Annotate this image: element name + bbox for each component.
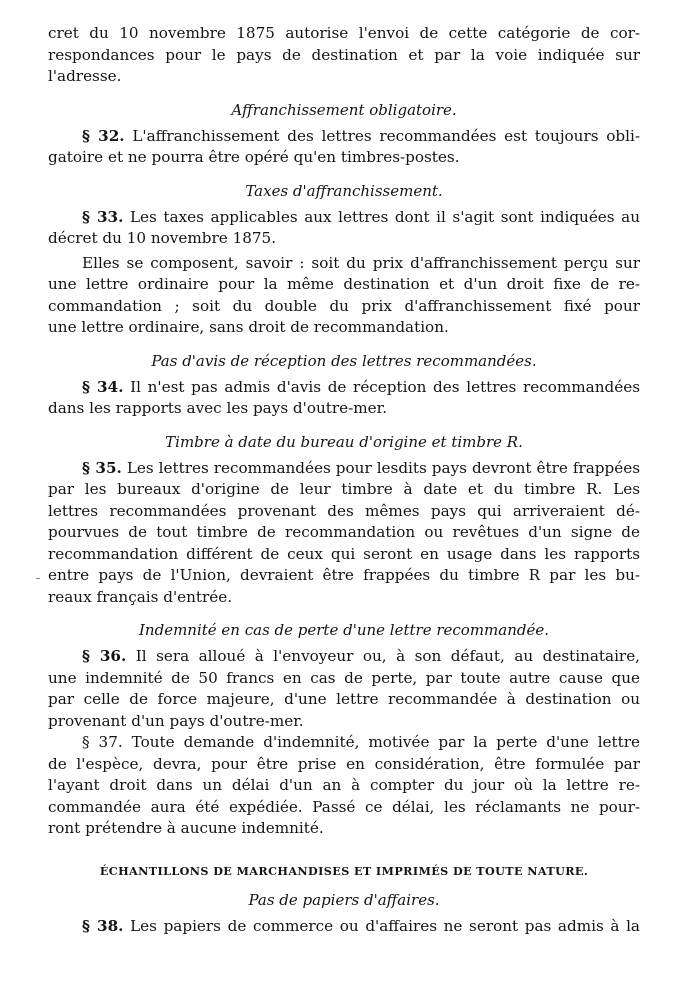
- article-number: § 37.: [82, 733, 123, 751]
- text-run: Il n'est pas admis d'avis de réception des lettres recommandées: [123, 377, 640, 396]
- article-number: § 33.: [82, 207, 124, 226]
- text-line: ront prétendre à aucune indemnité.: [48, 819, 324, 837]
- article-number: § 35.: [82, 458, 122, 477]
- chapter-heading: ÉCHANTILLONS DE MARCHANDISES ET IMPRIMÉS DE TOUTE NATURE.: [99, 863, 589, 878]
- text-line: de l'espèce, devra, pour être prise en considération, être formulée par: [48, 754, 640, 773]
- text-line: [48, 646, 640, 668]
- text-line: une lettre ordinaire, sans droit de recommandation.: [48, 318, 449, 336]
- article-number: § 36.: [82, 647, 127, 665]
- text-line: recommandation différent de ceux qui seront en usage dans les rapports: [48, 544, 640, 563]
- article-36: [48, 646, 640, 732]
- document-page: [48, 23, 640, 937]
- text-line: par celle de force majeure, d'une lettre recommandée à destination ou: [48, 690, 640, 708]
- article-33: [48, 207, 640, 339]
- article-number: § 38.: [82, 916, 124, 935]
- text-run: Les taxes applicables aux lettres dont il s'agit sont indiquées au: [123, 207, 640, 226]
- text-line: gatoire et ne pourra être opéré qu'en timbres-postes.: [48, 148, 460, 166]
- section-heading: Timbre à date du bureau d'origine et timbre R.: [165, 432, 523, 451]
- article-34: [48, 377, 640, 420]
- text-run: L'affranchissement des lettres recommandées est toujours obli-: [124, 126, 640, 145]
- article-38: [48, 916, 640, 938]
- article-number: § 34.: [82, 377, 124, 396]
- text-line: l'adresse.: [48, 67, 122, 85]
- text-line: [48, 916, 640, 938]
- text-line: lettres recommandées provenant des mêmes pays qui arriveraient dé-: [48, 501, 640, 520]
- text-line: dans les rapports avec les pays d'outre-mer.: [48, 399, 388, 417]
- article-37: [48, 732, 640, 840]
- text-line: [48, 732, 640, 754]
- article-number: § 32.: [82, 126, 125, 145]
- text-line: [48, 377, 640, 399]
- text-run: Les papiers de commerce ou d'affaires ne seront pas admis à la: [123, 916, 640, 935]
- text-line: [48, 207, 640, 229]
- text-line: par les bureaux d'origine de leur timbre à date et du timbre R. Les: [48, 480, 640, 498]
- section-heading: Pas de papiers d'affaires.: [248, 890, 440, 909]
- text-line: respondances pour le pays de destination et par la voie indiquée sur: [48, 45, 640, 64]
- section-heading: Indemnité en cas de perte d'une lettre recommandée.: [139, 621, 549, 639]
- section-heading: Pas d'avis de réception des lettres recommandées.: [151, 351, 537, 370]
- text-line: entre pays de l'Union, devraient être frappées du timbre R par les bu-: [48, 566, 640, 584]
- text-line: une indemnité de 50 francs en cas de perte, par toute autre cause que: [48, 668, 640, 687]
- intro-paragraph: [48, 23, 640, 88]
- text-line: pourvues de tout timbre de recommandation ou revêtues d'un signe de: [48, 523, 640, 541]
- text-line: commandation ; soit du double du prix d'affranchissement fixé pour: [48, 296, 640, 315]
- article-32: [48, 126, 640, 169]
- section-heading: Affranchissement obligatoire.: [231, 100, 457, 119]
- text-run: Il sera alloué à l'envoyeur ou, à son défaut, au destinataire,: [126, 647, 641, 665]
- text-line: provenant d'un pays d'outre-mer.: [48, 711, 304, 730]
- text-line: [48, 126, 640, 148]
- text-run: Toute demande d'indemnité, motivée par la perte d'une lettre: [122, 733, 640, 751]
- text-line: décret du 10 novembre 1875.: [48, 229, 277, 247]
- section-heading: Taxes d'affranchissement.: [245, 181, 443, 200]
- text-line: l'ayant droit dans un délai d'un an à compter du jour où la lettre re-: [48, 776, 640, 794]
- text-line: [48, 458, 640, 480]
- text-line: une lettre ordinaire pour la même destination et d'un droit fixe de re-: [48, 275, 640, 293]
- text-run: Les lettres recommandées pour lesdits pays devront être frappées: [121, 458, 640, 477]
- text-line: commandée aura été expédiée. Passé ce délai, les réclamants ne pour-: [48, 797, 640, 816]
- margin-mark: [36, 578, 40, 579]
- article-35: [48, 458, 640, 609]
- text-line: Elles se composent, savoir : soit du prix d'affranchissement perçu sur: [82, 253, 640, 272]
- text-line: reaux français d'entrée.: [48, 587, 233, 606]
- text-line: cret du 10 novembre 1875 autorise l'envoi de cette catégorie de cor-: [48, 24, 640, 42]
